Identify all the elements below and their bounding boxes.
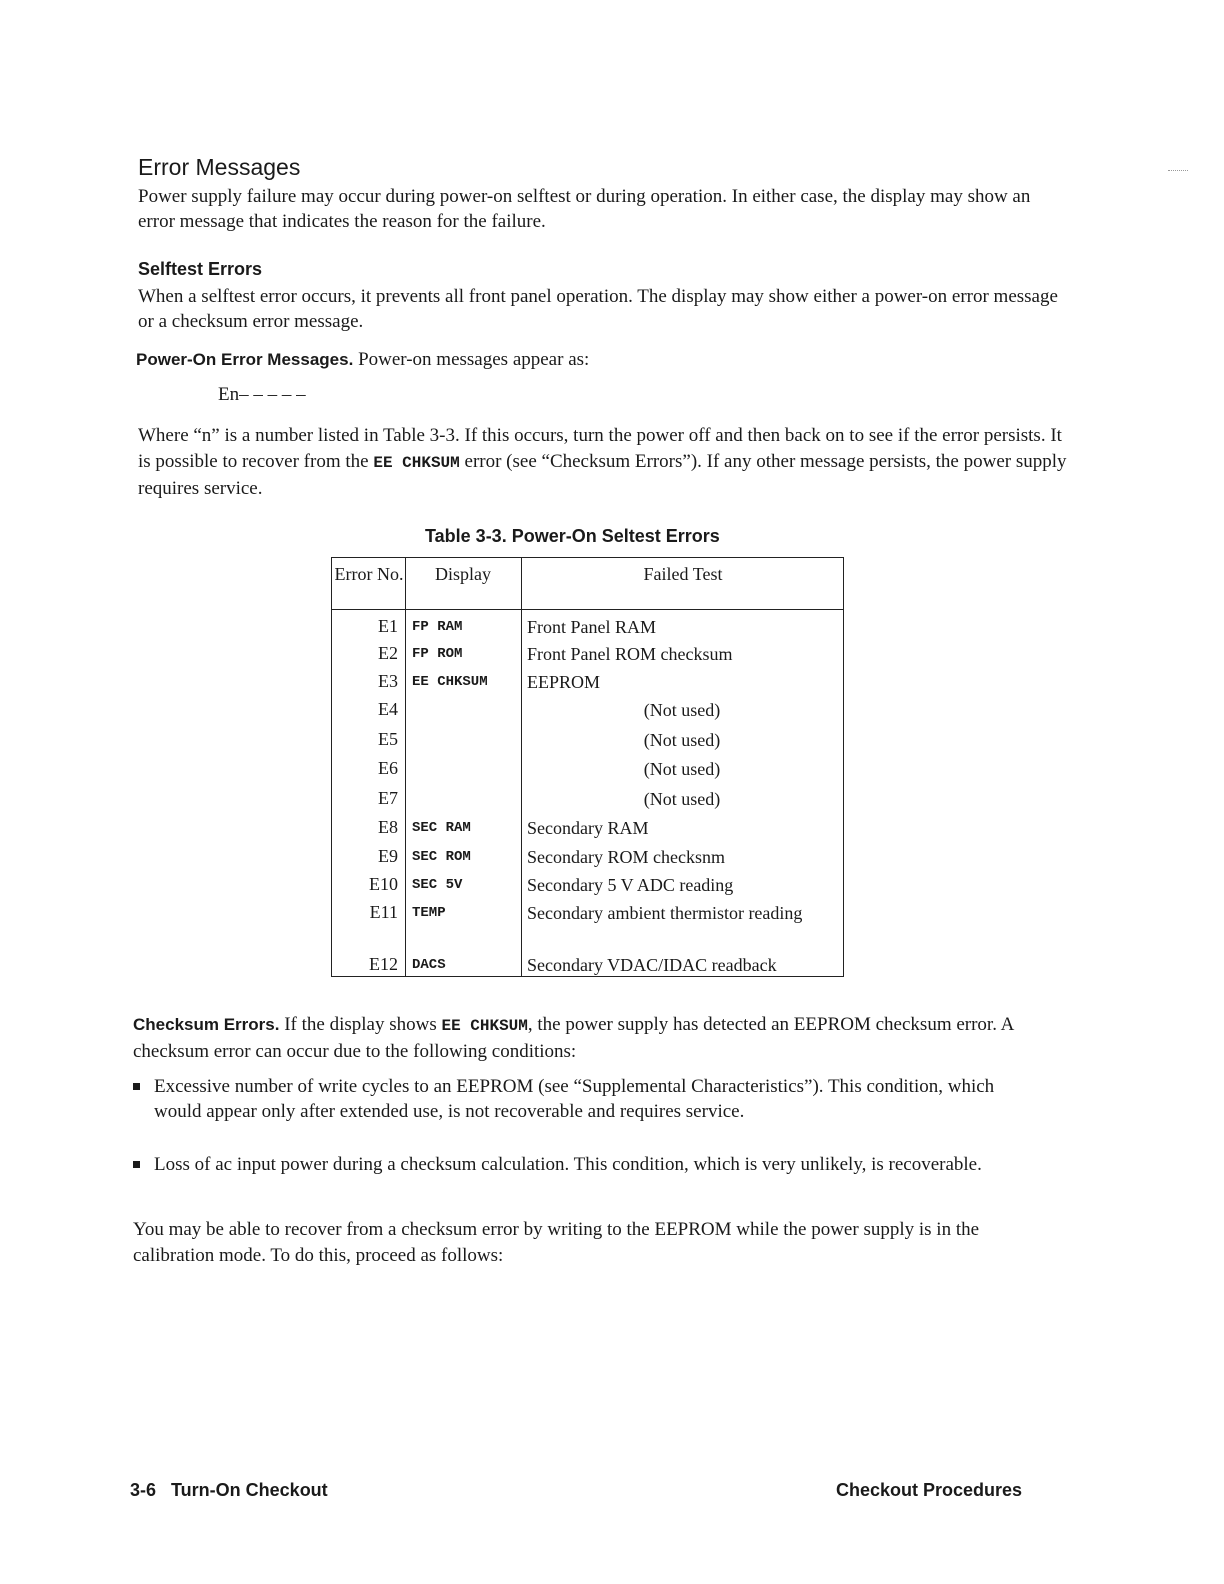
list-item-text: Excessive number of write cycles to an EEPROM (see “Supplemental Characteristics”). This condition, which would appear only after extended use, is not recoverable and requires service. [154,1076,995,1122]
where-paragraph [138,423,1068,502]
cell-failed-test: Front Panel ROM checksum [527,644,733,664]
cell-failed-test: (Not used) [643,700,721,720]
cell-display: SEC RAM [412,820,471,836]
cell-display: TEMP [412,905,446,921]
cell-failed-test: Front Panel RAM [527,617,657,637]
checksum-paragraph [133,1012,1063,1065]
poweron-text: Power-on messages appear as: [353,349,590,370]
cell-error-no: E6 [378,758,398,778]
poweron-runin-heading: Power-On Error Messages. [136,350,354,369]
bullet-icon [133,1161,140,1168]
header-error-no: Error No. [334,564,404,584]
cell-display: EE CHKSUM [412,674,488,690]
subsection-heading: Selftest Errors [138,259,263,279]
display-format: En– – – – – [218,384,306,405]
checksum-text-1: If the display shows [279,1014,442,1035]
cell-failed-test: Secondary VDAC/IDAC readback [527,955,777,975]
list-item-text: Loss of ac input power during a checksum calculation. This condition, which is very unlikely, is recoverable. [154,1154,982,1175]
table-header-divider [332,609,843,610]
cell-error-no: E7 [378,788,398,808]
error-table [331,557,844,977]
table-caption: Table 3-3. Power-On Seltest Errors [425,526,720,546]
where-code: EE CHKSUM [373,454,460,472]
cell-error-no: E9 [378,846,398,866]
header-failed-test: Failed Test [643,564,723,584]
checksum-text-2: , the power supply has detected an EEPROM checksum error. A checksum error can occur due to the following conditions: [133,1014,1014,1062]
checksum-code: EE CHKSUM [441,1017,528,1035]
cell-failed-test: Secondary RAM [527,818,649,838]
list-item [133,1074,1033,1124]
intro-paragraph: Power supply failure may occur during power-on selftest or during operation. In either case, the display may show an error message that indicates the reason for the failure. [138,186,1031,232]
cell-error-no: E2 [378,643,398,663]
cell-error-no: E11 [369,902,398,922]
cell-error-no: E4 [378,699,398,719]
cell-failed-test: (Not used) [643,759,721,779]
where-text-2: error (see “Checksum Errors”). If any other message persists, the power supply requires service. [138,451,1067,499]
cell-failed-test: EEPROM [527,672,601,692]
cell-display: FP RAM [412,619,463,635]
cell-display: FP ROM [412,646,463,662]
footer-page-label: 3-6 Turn-On Checkout [130,1480,328,1500]
selftest-paragraph: When a selftest error occurs, it prevents all front panel operation. The display may show either a power-on error message or a checksum error message. [138,286,1058,332]
cell-error-no: E1 [378,616,398,636]
cell-display: SEC 5V [412,877,463,893]
cell-error-no: E12 [369,954,398,974]
cell-error-no: E3 [378,671,398,691]
checksum-runin-heading: Checksum Errors. [133,1015,280,1034]
cell-display: SEC ROM [412,849,471,865]
table-divider [405,558,406,976]
footer-chapter-label: Checkout Procedures [836,1480,1023,1500]
bullet-icon [133,1083,140,1090]
section-heading: Error Messages [138,154,301,180]
cell-failed-test: (Not used) [643,730,721,750]
cell-failed-test: (Not used) [643,789,721,809]
cell-failed-test: Secondary ROM checksnm [527,847,725,867]
where-text-1: Where “n” is a number listed in Table 3-3. If this occurs, turn the power off and then back on to see if the error persists. It is possible to recover from the [138,425,1062,472]
poweron-paragraph [136,347,589,372]
cell-failed-test: Secondary 5 V ADC reading [527,875,734,895]
recover-paragraph: You may be able to recover from a checksum error by writing to the EEPROM while the power supply is in the calibration mode. To do this, proceed as follows: [133,1219,980,1266]
cell-display: DACS [412,957,446,973]
cell-error-no: E5 [378,729,398,749]
header-display: Display [435,564,491,584]
cell-failed-test: Secondary ambient thermistor reading [527,903,803,923]
list-item [133,1152,1033,1177]
cell-error-no: E10 [369,874,398,894]
corner-mark [1168,170,1188,171]
cell-error-no: E8 [378,817,398,837]
